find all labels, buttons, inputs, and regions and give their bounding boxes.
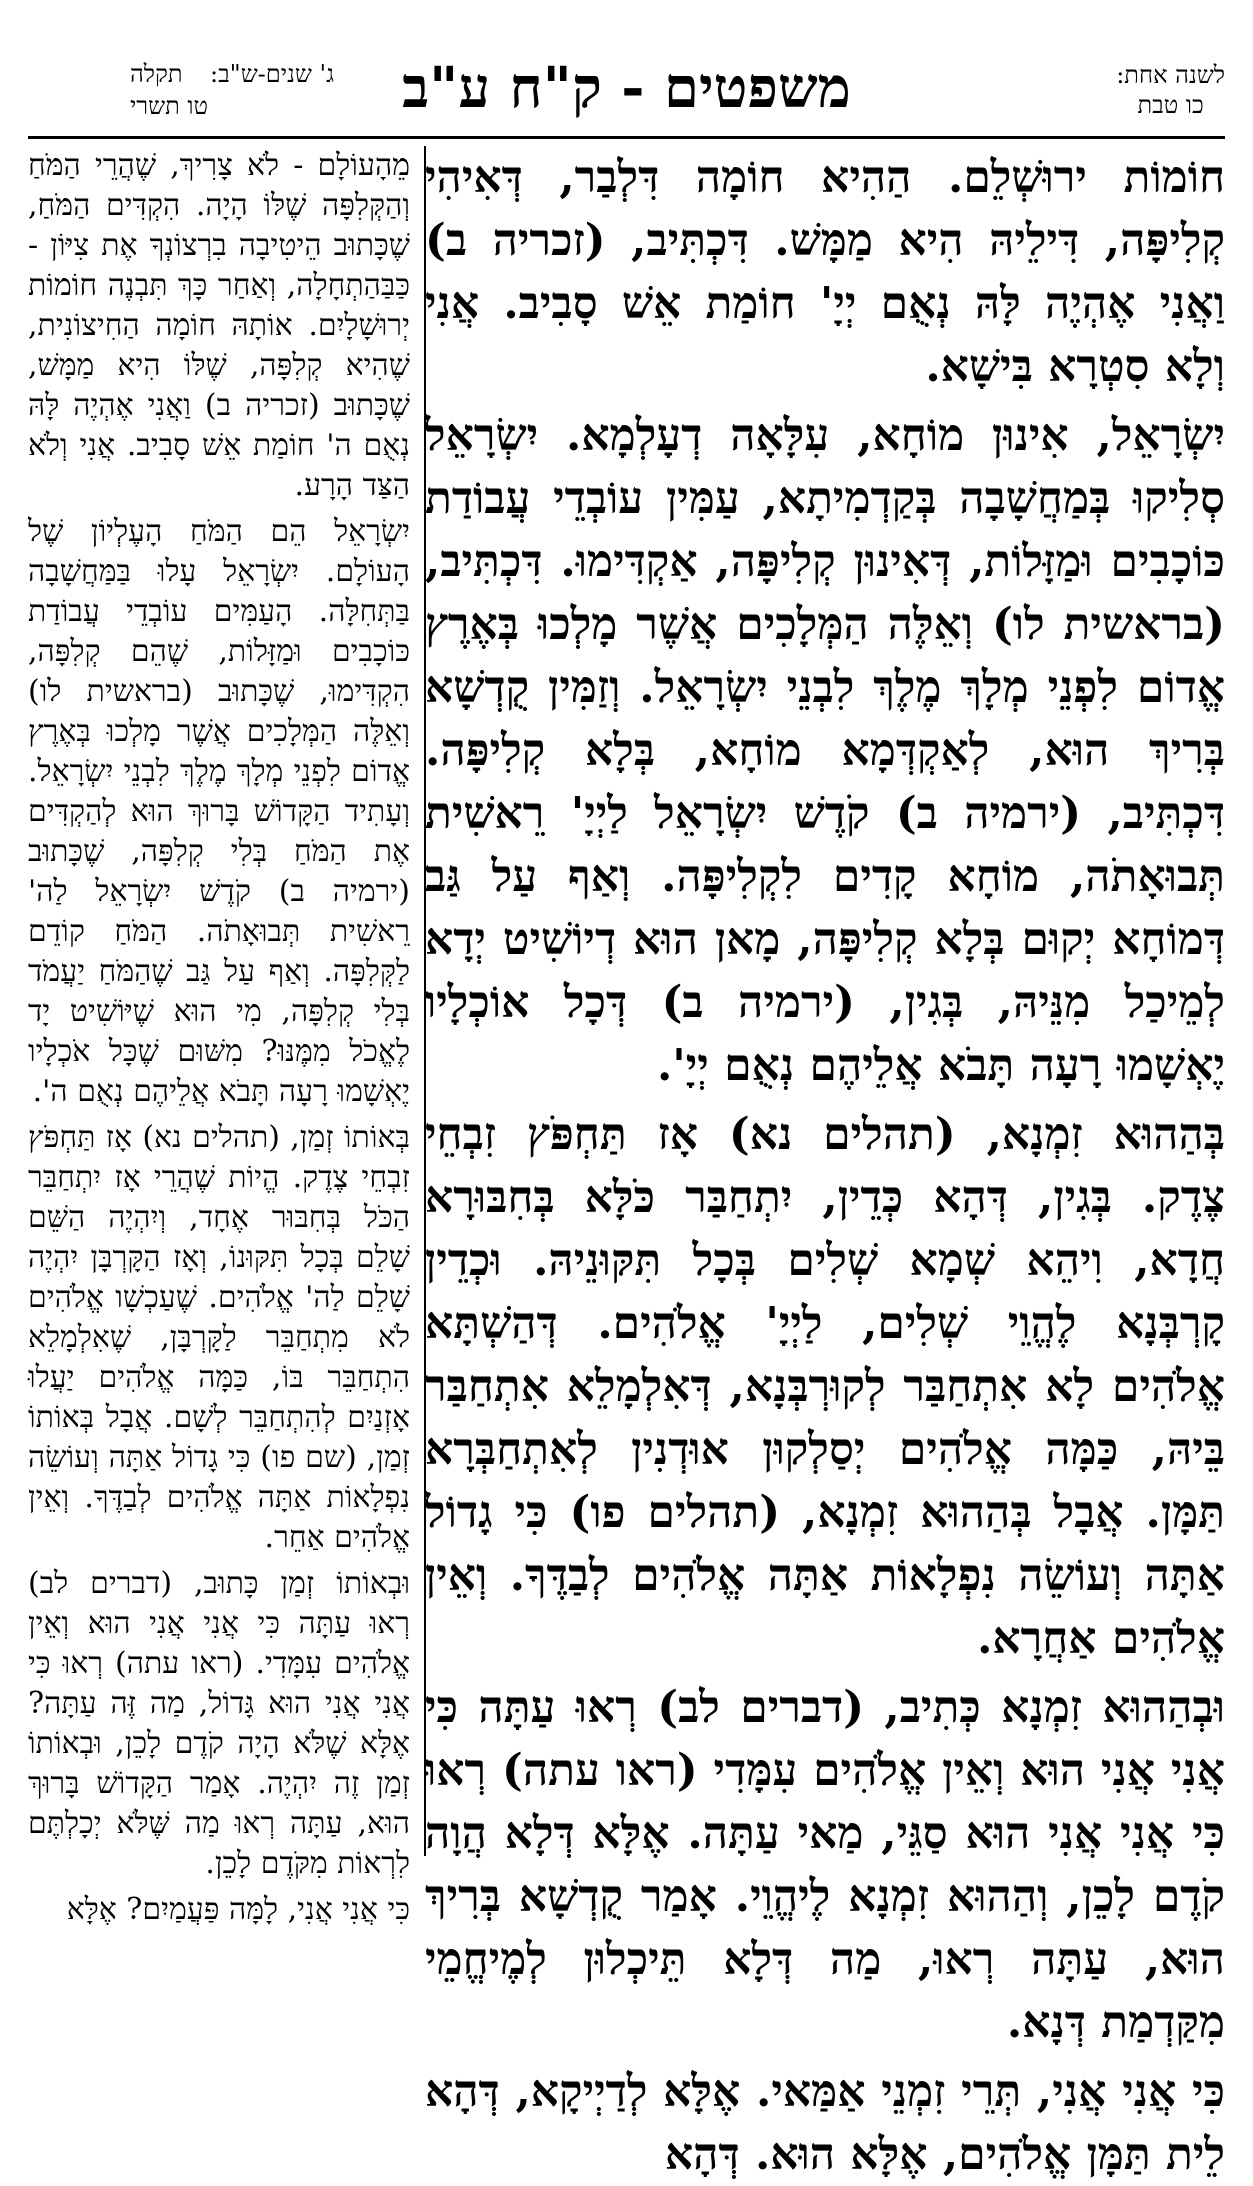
header-page-number: תקלה: [130, 60, 183, 88]
main-paragraph-5: כִּי אֲנִי אֲנִי, תְּרֵי זִמְנֵי אַמַּאי. אֶלָּא לְדַיְיקָא, דְּהָא לֵית תַּמָּן אֱלֹהִים, אֶלָּא הוּא. דְּהָא: [425, 2066, 1225, 2180]
header-left-bottom: טו תשרי: [130, 92, 208, 120]
side-paragraph-1: מֵהָעוֹלָם - לֹא צָרִיךְ, שֶׁהֲרֵי הַמֹּחַ וְהַקְּלִפָּה שֶׁלּוֹ הָיָה. הִקְדִּים הַמֹּחַ, שֶׁכָּתוּב הֵיטִיבָה בִרְצוֹנְךָ אֶת צִיּוֹן - כַּבַּהַתְחָלָה, וְאַחַר כָּךְ תִּבְנֶה חוֹמוֹת יְרוּשָׁלָיִם. אוֹתָהּ חוֹמָה הַחִיצוֹנִית, שֶׁהִיא קְלִפָּה, שֶׁלּוֹ הִיא מַמָּשׁ, שֶׁכָּתוּב (זכריה ב) וַאֲנִי אֶהְיֶה לָּהּ נְאֻם ה' חוֹמַת אֵשׁ סָבִיב. אֲנִי וְלֹא הַצַּד הָרָע.: [28, 148, 410, 503]
header-right-line1: לשנה אחת:: [1116, 61, 1225, 89]
translation-column: [28, 146, 410, 1927]
page-title: משפטים - ק"ח ע"ב: [402, 55, 851, 121]
main-paragraph-4: וּבְהַהוּא זִמְנָא כְּתִיב, (דברים לב) רְאוּ עַתָּה כִּי אֲנִי אֲנִי הוּא וְאֵין אֱלֹהִים עִמָּדִי (ראו עתה) רְאוּ כִּי אֲנִי אֲנִי הוּא סַגֵּי, מַאי עַתָּה. אֶלָּא דְּלָא הֲוָה קֹדֶם לָכֵן, וְהַהוּא זִמְנָא לֶיהֱוֵי. אָמַר קֻדְשָׁא בְּרִיךְ הוּא, עַתָּה רְאוּ, מַה דְּלָא תֵּיכְלוּן לְמֶיחֱמֵי מִקַּדְמַת דְּנָא.: [425, 1682, 1225, 2048]
column-divider: [424, 146, 426, 1856]
main-paragraph-2: יִשְׂרָאֵל, אִינוּן מוֹחָא, עִלָּאָה דְעָלְמָא. יִשְׂרָאֵל סְלִיקוּ בְּמַחֲשָׁבָה בְּקַדְמִיתָא, עַמִּין עוֹבְדֵי עֲבוֹדַת כּוֹכָבִים וּמַזָּלוֹת, דְּאִינוּן קְלִיפָּה, אַקְדִּימוּ. דִּכְתִּיב, (בראשית לו) וְאֵלֶּה הַמְּלָכִים אֲשֶׁר מָלְכוּ בְּאֶרֶץ אֱדוֹם לִפְנֵי מְלָךְ מֶלֶךְ לִבְנֵי יִשְׂרָאֵל. וְזַמִּין קֻדְשָׁא בְּרִיךְ הוּא, לְאַקְדְּמָא מוֹחָא, בְּלָא קְלִיפָּה. דִּכְתִּיב, (ירמיה ב) קֹדֶשׁ יִשְׂרָאֵל לַיְיָ' רֵאשִׁית תְּבוּאָתֹה, מוֹחָא קָדִים לִקְלִיפָּה. וְאַף עַל גַּב דְּמוֹחָא יְקוּם בְּלָא קְלִיפָּה, מָאן הוּא דְיוֹשִׁיט יְדָא לְמֵיכַל מִנֵּיהּ, בְּגִין, (ירמיה ב) דְּכָל אוֹכְלָיו יֶאְשָׁמוּ רָעָה תָּבֹא אֲלֵיהֶם נְאֻם יְיָ'.: [425, 410, 1225, 1091]
header-left-top: ג' שנים-ש"ב:: [210, 60, 335, 88]
page-header: [0, 0, 1253, 121]
side-paragraph-5: כִּי אֲנִי אֲנִי, לָמָּה פַּעֲמַיִם? אֶלָּא: [66, 1892, 410, 1927]
side-paragraph-4: וּבְאוֹתוֹ זְמַן כָּתוּב, (דברים לב) רְאוּ עַתָּה כִּי אֲנִי אֲנִי הוּא וְאֵין אֱלֹהִים עִמָּדִי. (ראו עתה) רְאוּ כִּי אֲנִי אֲנִי הוּא גָּדוֹל, מַה זֶּה עַתָּה? אֶלָּא שֶׁלֹּא הָיָה קֹדֶם לָכֵן, וּבְאוֹתוֹ זְמַן זֶה יִהְיֶה. אָמַר הַקָּדוֹשׁ בָּרוּךְ הוּא, עַתָּה רְאוּ מַה שֶּׁלֹּא יְכָלְתֶּם לִרְאוֹת מִקֹּדֶם לָכֵן.: [28, 1566, 410, 1881]
side-paragraph-2: יִשְׂרָאֵל הֵם הַמֹּחַ הָעֶלְיוֹן שֶׁל הָעוֹלָם. יִשְׂרָאֵל עָלוּ בַּמַּחֲשָׁבָה בַּתְּחִלָּה. הָעַמִּים עוֹבְדֵי עֲבוֹדַת כּוֹכָבִים וּמַזָּלוֹת, שֶׁהֵם קְלִפָּה, הִקְדִּימוּ, שֶׁכָּתוּב (בראשית לו) וְאֵלֶּה הַמְּלָכִים אֲשֶׁר מָלְכוּ בְּאֶרֶץ אֱדוֹם לִפְנֵי מְלָךְ מֶלֶךְ לִבְנֵי יִשְׂרָאֵל. וְעָתִיד הַקָּדוֹשׁ בָּרוּךְ הוּא לְהַקְדִּים אֶת הַמֹּחַ בְּלִי קְלִפָּה, שֶׁכָּתוּב (ירמיה ב) קֹדֶשׁ יִשְׂרָאֵל לַה' רֵאשִׁית תְּבוּאָתֹה. הַמֹּחַ קוֹדֵם לַקְּלִפָּה. וְאַף עַל גַּב שֶׁהַמֹּחַ יַעֲמֹד בְּלִי קְלִפָּה, מִי הוּא שֶׁיּוֹשִׁיט יָד לֶאֱכֹל מִמֶּנּוּ? מִשּׁוּם שֶׁכָּל אֹכְלָיו יֶאְשָׁמוּ רָעָה תָּבֹא אֲלֵיהֶם נְאֻם ה'.: [28, 514, 410, 1109]
header-rule: [28, 136, 1225, 139]
main-column: [425, 146, 1225, 2180]
main-paragraph-1: חוֹמוֹת ירוּשְׁלֵם. הַהִיא חוֹמָה דִּלְבַר, דְּאִיהִי קְלִיפָּה, דִּילֵיהּ הִיא מַמָּשׁ. דִּכְתִּיב, (זכריה ב) וַאֲנִי אֶהְיֶה לָּהּ נְאֻם יְיָ' חוֹמַת אֵשׁ סָבִיב. אֲנִי וְלָא סִטְרָא בִּישָׁא.: [425, 152, 1225, 392]
header-right-line2: כו טבת: [1137, 91, 1204, 119]
main-paragraph-3: בְּהַהוּא זִמְנָא, (תהלים נא) אָז תַּחְפֹּץ זִבְחֵי צֶדֶק. בְּגִין, דְּהָא כְּדֵין, יִתְחַבַּר כֹּלָּא בְּחִבּוּרָא חֲדָא, וִיהֵא שְׁמָא שְׁלִים בְּכָל תִּקּוּנֵיהּ. וּכְדֵין קָרְבְּנָא לֶהֱוֵי שְׁלִים, לַיְיָ' אֱלֹהִים. דְּהַשְׁתָּא אֱלֹהִים לָא אִתְחַבַּר לְקוּרְבְּנָא, דְּאִלְמָלֵא אִתְחַבַּר בֵּיהּ, כַּמָּה אֱלֹהִים יְסַלְקוּן אוּדְנִין לְאִתְחַבְּרָא תַּמָּן. אֲבָל בְּהַהוּא זִמְנָא, (תהלים פו) כִּי גָדוֹל אַתָּה וְעוֹשֵׂה נִפְלָאוֹת אַתָּה אֱלֹהִים לְבַדֶּךָ. וְאֵין אֱלֹהִים אַחֲרָא.: [425, 1109, 1225, 1664]
side-paragraph-3: בְּאוֹתוֹ זְמַן, (תהלים נא) אָז תַּחְפֹּץ זִבְחֵי צֶדֶק. הֱיוֹת שֶׁהֲרֵי אָז יִתְחַבֵּר הַכֹּל בְּחִבּוּר אֶחָד, וְיִהְיֶה הַשֵּׁם שָׁלֵם בְּכָל תִּקּוּנוֹ, וְאָז הַקָּרְבָּן יִהְיֶה שָׁלֵם לַה' אֱלֹהִים. שֶׁעַכְשָׁו אֱלֹהִים לֹא מִתְחַבֵּר לַקָּרְבָּן, שֶׁאִלְמָלֵא הִתְחַבֵּר בּוֹ, כַּמָּה אֱלֹהִים יַעֲלוּ אָזְנַיִם לְהִתְחַבֵּר לְשָׁם. אֲבָל בְּאוֹתוֹ זְמַן, (שם פו) כִּי גָדוֹל אַתָּה וְעוֹשֵׂה נִפְלָאוֹת אַתָּה אֱלֹהִים לְבַדֶּךָ. וְאֵין אֱלֹהִים אַחֵר.: [28, 1120, 410, 1555]
